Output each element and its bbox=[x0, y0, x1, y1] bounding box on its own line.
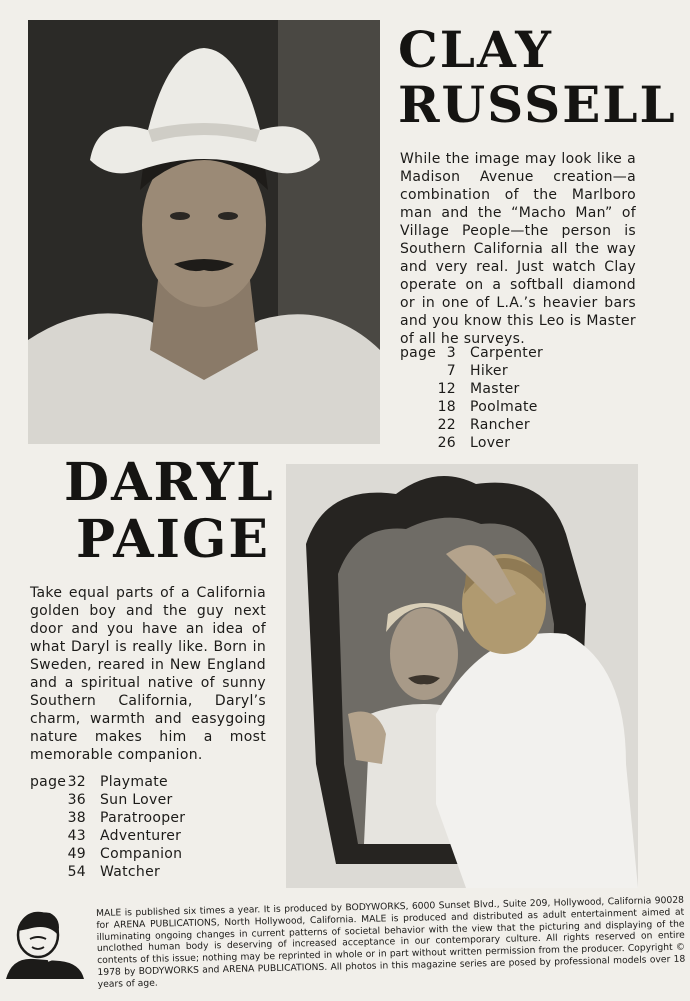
page-number: 54 bbox=[67, 864, 86, 880]
title-line: RUSSELL bbox=[398, 75, 677, 134]
page-number: 12 bbox=[437, 381, 456, 397]
page-label: Hiker bbox=[470, 363, 508, 379]
male-magazine-logo bbox=[4, 905, 86, 981]
page-number: 7 bbox=[446, 363, 456, 379]
daryl-paige-title bbox=[64, 452, 275, 571]
title-line: CLAY bbox=[398, 20, 553, 79]
list-item bbox=[30, 863, 185, 881]
clay-russell-photo bbox=[28, 20, 380, 444]
clay-russell-page-list bbox=[400, 344, 543, 452]
list-item bbox=[30, 773, 185, 791]
page-label: Watcher bbox=[100, 864, 161, 880]
list-item bbox=[400, 416, 543, 434]
page-label: Lover bbox=[470, 435, 511, 451]
page-number: 43 bbox=[67, 828, 86, 844]
page-number: 49 bbox=[67, 846, 86, 862]
list-item bbox=[30, 827, 185, 845]
page-label: Adventurer bbox=[100, 828, 182, 844]
clay-russell-description: While the image may look like a Madison Avenue creation—a combination of the Marlboro man and the “Macho Man” of Village People—the person is Southern California all the way and very real. Just watch Clay operate on a softball diamond or in one of L.A.’s heavier bars and you know this Leo is Master of all he surveys. bbox=[400, 151, 636, 347]
page-number: 36 bbox=[67, 792, 86, 808]
title-line: PAIGE bbox=[75, 509, 270, 571]
list-item bbox=[30, 809, 185, 827]
list-item bbox=[400, 362, 543, 380]
title-line: DARYL bbox=[64, 452, 275, 513]
page-prefix: page bbox=[30, 774, 67, 790]
page-prefix: page bbox=[400, 345, 437, 361]
page-label: Playmate bbox=[100, 774, 168, 790]
list-item bbox=[400, 434, 543, 452]
daryl-paige-page-list bbox=[30, 773, 185, 881]
page-number: 22 bbox=[437, 417, 456, 433]
page-label: Sun Lover bbox=[100, 792, 173, 808]
page-number: 32 bbox=[67, 774, 86, 790]
clay-russell-title bbox=[398, 22, 678, 132]
page-number: 26 bbox=[437, 435, 456, 451]
page-label: Paratrooper bbox=[100, 810, 186, 826]
list-item bbox=[30, 845, 185, 863]
publication-notice: MALE is published six times a year. It is produced by BODYWORKS, 6000 Sunset Blvd., Suite 209, Hollywood, California 90028 for ARENA PUBLICATIONS, North Hollywood, California. MALE is produced and distributed as adult entertainment aimed at illuminating ongoing changes in current patterns of societal behavior with the view that the picturing and displaying of the unclothed human body is deserving of increased acceptance in our contemporary culture. All rights reserved on entire contents of this issue; nothing may be reprinted in whole or in part without written permission from the producer. Copyright © 1978 by BODYWORKS and ARENA PUBLICATIONS. All photos in this magazine series are posed by professional models over 18 years of age. bbox=[96, 894, 686, 990]
page-label: Poolmate bbox=[470, 399, 538, 415]
daryl-paige-description: Take equal parts of a California golden boy and the guy next door and you have an idea of what Daryl is really like. Born in Sweden, reared in New England and a spiritual native of sunny Southern California, Daryl’s charm, warmth and easygoing nature makes him a most memorable companion. bbox=[30, 585, 266, 763]
page-number: 38 bbox=[67, 810, 86, 826]
page-label: Rancher bbox=[470, 417, 530, 433]
list-item bbox=[400, 344, 543, 362]
list-item bbox=[30, 791, 185, 809]
list-item bbox=[400, 380, 543, 398]
page-number: 18 bbox=[437, 399, 456, 415]
page-label: Companion bbox=[100, 846, 183, 862]
list-item bbox=[400, 398, 543, 416]
daryl-paige-photo bbox=[286, 464, 638, 888]
page-label: Carpenter bbox=[470, 345, 544, 361]
page-label: Master bbox=[470, 381, 520, 397]
page-number: 3 bbox=[446, 345, 456, 361]
